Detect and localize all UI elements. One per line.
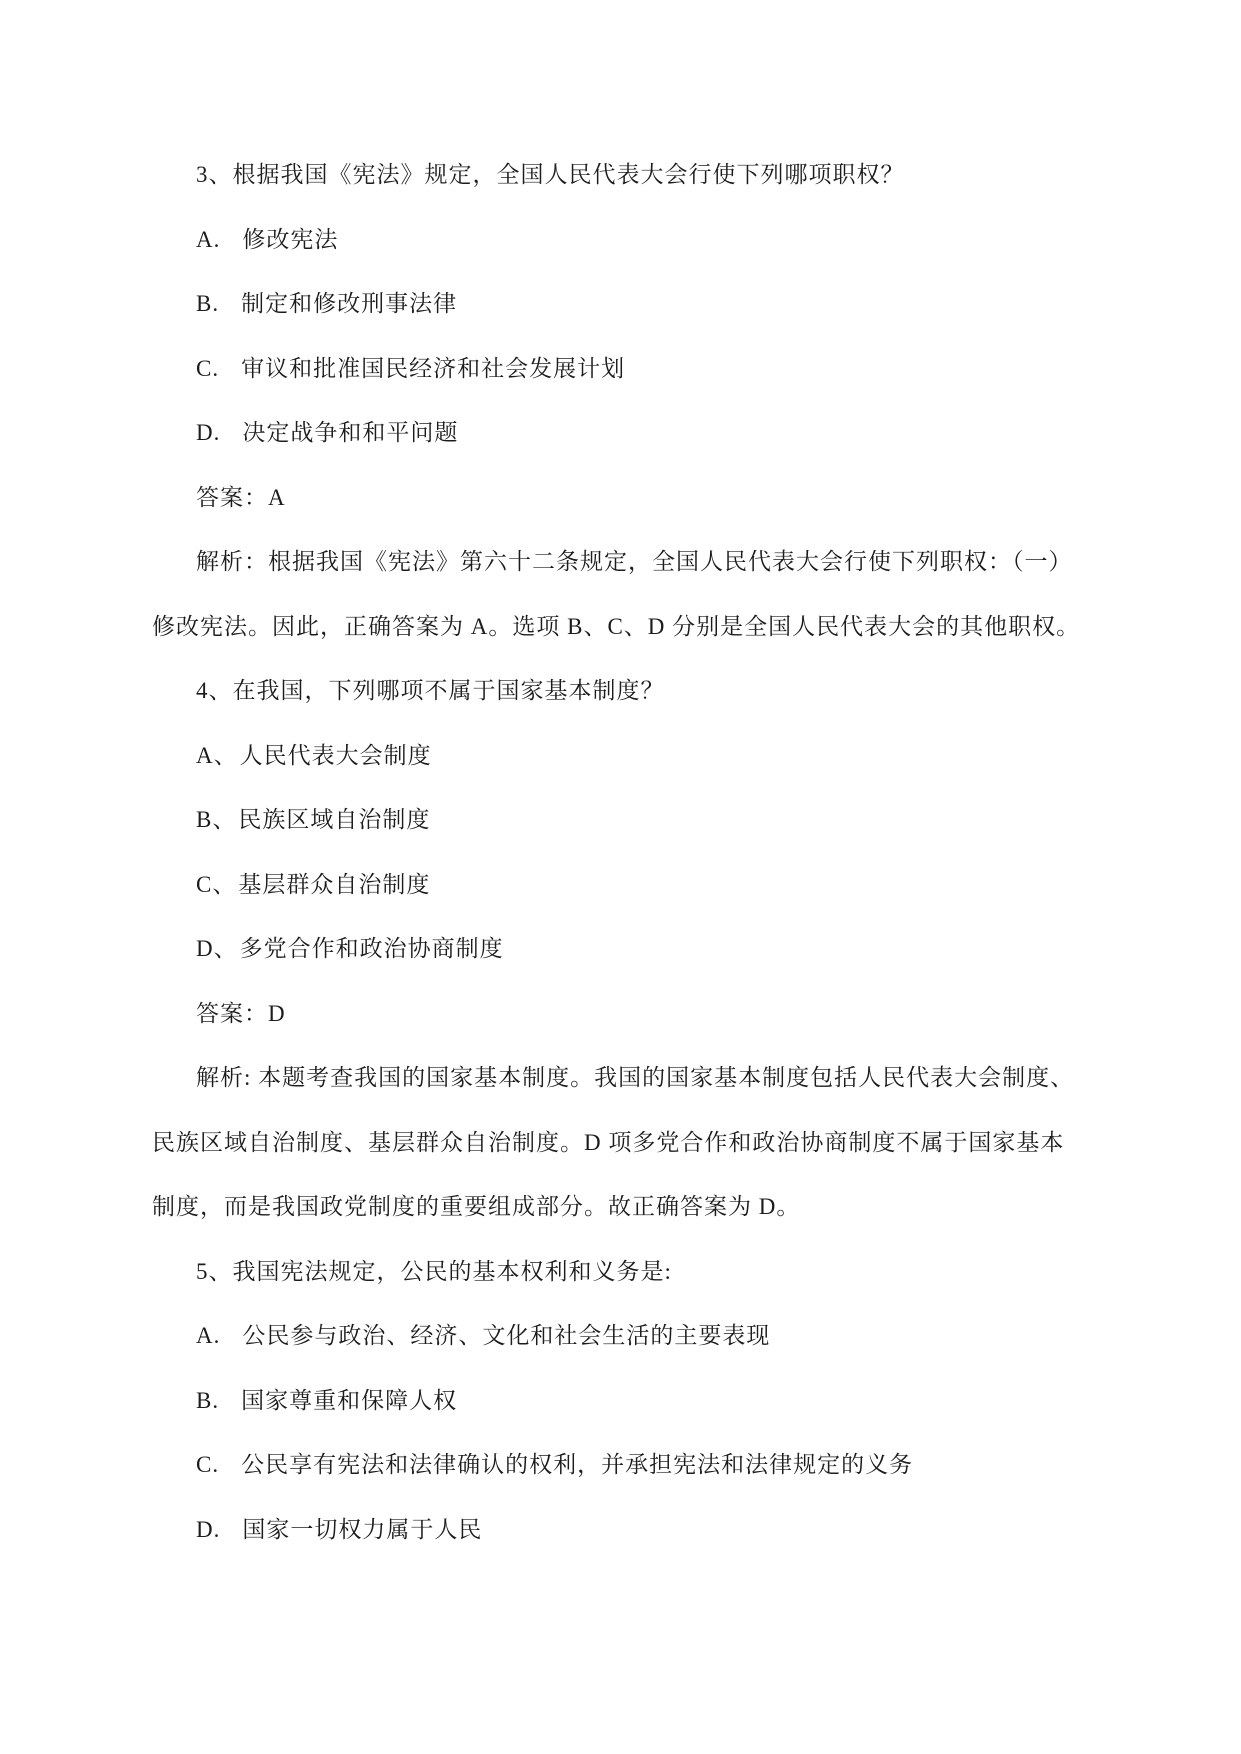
question-4-option-a (152, 724, 1111, 789)
option-a-label: A、 (196, 742, 238, 768)
question-3-option-c (152, 337, 1111, 402)
option-c-text: 公民享有宪法和法律确认的权利，并承担宪法和法律规定的义务 (241, 1452, 914, 1477)
question-3-analysis-line-1: 解析：根据我国《宪法》第六十二条规定，全国人民代表大会行使下列职权：（一） (196, 549, 1073, 574)
question-4-analysis-line-3: 制度，而是我国政党制度的重要组成部分。故正确答案为 D。 (152, 1194, 801, 1219)
option-a-text: 修改宪法 (242, 226, 339, 252)
option-d-text: 多党合作和政治协商制度 (239, 936, 504, 961)
question-5-option-a (152, 1304, 1111, 1369)
option-b-label: B. (196, 291, 220, 316)
question-5-option-b (152, 1369, 1111, 1434)
option-a-text: 人民代表大会制度 (239, 742, 432, 768)
option-c-label: C、 (196, 871, 237, 897)
option-b-text: 民族区域自治制度 (238, 807, 431, 832)
option-d-label: D、 (196, 936, 238, 961)
question-5-option-c (152, 1433, 1111, 1498)
option-b-text: 国家尊重和保障人权 (241, 1387, 458, 1413)
option-c-text: 审议和批准国民经济和社会发展计划 (241, 355, 626, 381)
question-3-analysis-line-2: 修改宪法。因此，正确答案为 A。选项 B、C、D 分别是全国人民代表大会的其他职权。 (152, 613, 1081, 639)
question-4-option-b (152, 788, 1111, 853)
question-5-option-d (152, 1498, 1111, 1563)
question-3-option-b (152, 272, 1111, 337)
question-4-option-c (152, 853, 1111, 918)
question-3-answer: 答案：A (196, 484, 286, 510)
question-4-answer: 答案：D (196, 1000, 286, 1026)
option-a-text: 公民参与政治、经济、文化和社会生活的主要表现 (242, 1323, 771, 1348)
option-a-label: A. (196, 226, 221, 252)
option-d-label: D. (196, 1516, 221, 1542)
option-c-label: C. (196, 355, 220, 381)
option-c-text: 基层群众自治制度 (238, 871, 431, 897)
option-d-label: D. (196, 420, 221, 445)
option-d-text: 决定战争和和平问题 (242, 420, 459, 445)
question-3-title: 3、根据我国《宪法》规定，全国人民代表大会行使下列哪项职权？ (196, 162, 905, 187)
question-4-analysis-line-2: 民族区域自治制度、基层群众自治制度。D 项多党合作和政治协商制度不属于国家基本 (152, 1129, 1065, 1155)
question-3-option-a (152, 208, 1111, 273)
question-4-title: 4、在我国，下列哪项不属于国家基本制度？ (196, 678, 665, 703)
question-4-option-d (152, 917, 1111, 982)
question-3-option-d (152, 401, 1111, 466)
question-5-title: 5、我国宪法规定，公民的基本权利和义务是: (196, 1258, 672, 1284)
option-a-label: A. (196, 1323, 221, 1348)
question-4-analysis-line-1: 解析: 本题考查我国的国家基本制度。我国的国家基本制度包括人民代表大会制度、 (196, 1065, 1075, 1090)
option-c-label: C. (196, 1452, 220, 1477)
option-b-text: 制定和修改刑事法律 (241, 291, 458, 316)
option-d-text: 国家一切权力属于人民 (242, 1516, 483, 1542)
option-b-label: B、 (196, 807, 237, 832)
option-b-label: B. (196, 1387, 220, 1413)
